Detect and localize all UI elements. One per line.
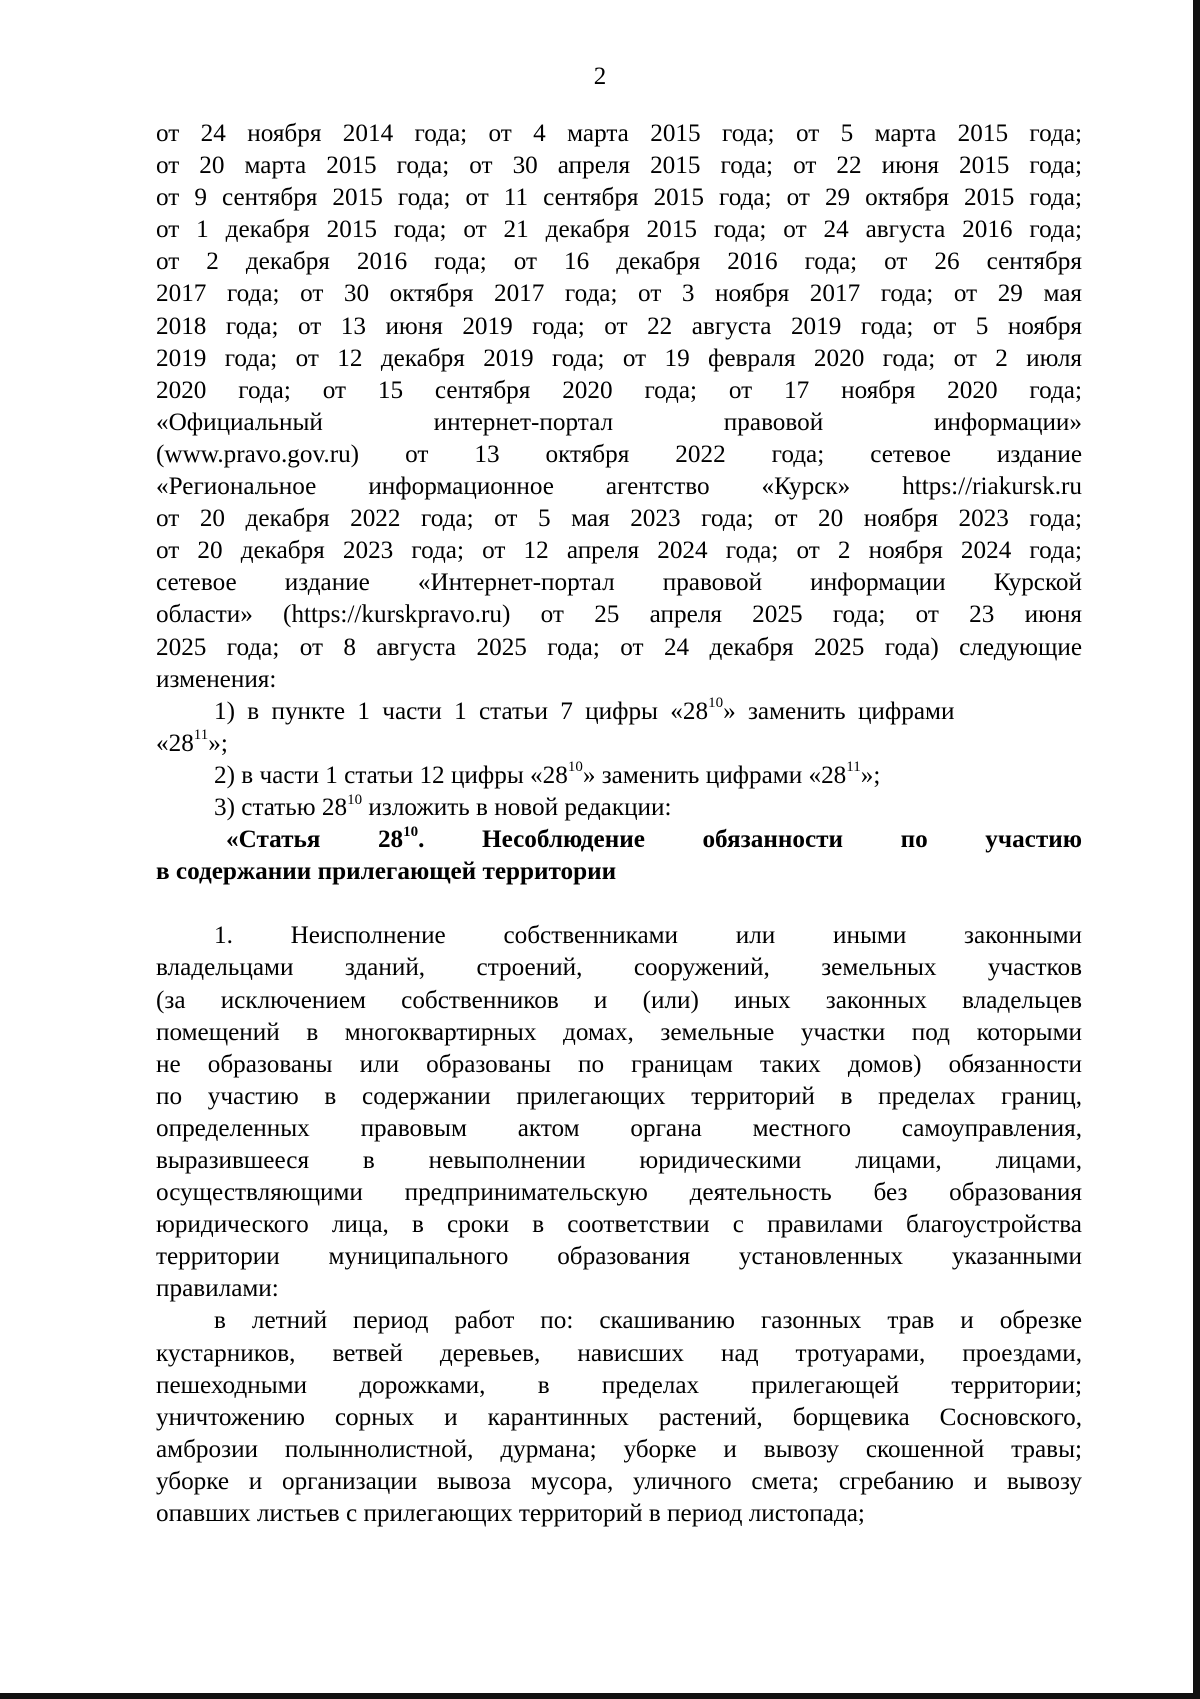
text-line: от 20 марта 2015 года; от 30 апреля 2015 года; от 22 июня 2015 года; [156,152,1082,180]
text-line: правилами: [156,1275,279,1303]
article-heading-text: «Статья 28 [226,826,404,854]
list-item-2 [156,760,1082,792]
text-line: от 9 сентября 2015 года; от 11 сентября 2015 года; от 29 октября 2015 года; [156,184,1082,212]
text-line: 2018 года; от 13 июня 2019 года; от 22 августа 2019 года; от 5 ноября [156,312,1082,340]
scan-edge-right [1193,0,1200,1699]
list-item-1-continuation [156,728,1082,760]
superscript: 10 [567,759,583,776]
text-line: помещений в многоквартирных домах, земельные участки под которыми [156,1018,1082,1046]
text-line: опавших листьев с прилегающих территорий в период листопада; [156,1500,865,1528]
text-line: юридического лица, в сроки в соответствии с правилами благоустройства [156,1211,1082,1239]
text-line: определенных правовым актом органа местного самоуправления, [156,1114,1082,1142]
text-line: в летний период работ по: скашиванию газонных трав и обрезке [214,1307,1082,1335]
text-line: выразившееся в невыполнении юридическими лицами, лицами, [156,1147,1082,1174]
text-line: изменения: [156,665,277,693]
article-heading-line-2: в содержании прилегающей территории [156,858,617,886]
text-line: амброзии полыннолистной, дурмана; уборке и вывозу скошенной травы; [156,1435,1082,1463]
list-item-3 [156,792,1082,824]
continuation-text-end: »; [208,729,228,757]
continuation-text: «28 [156,729,194,757]
text-line: (www.pravo.gov.ru) от 13 октября 2022 года; сетевое издание [156,440,1082,468]
text-line: осуществляющими предпринимательскую деятельность без образования [156,1179,1082,1207]
list-item-3-text: 3) статью 28 [214,793,348,821]
text-line: от 20 декабря 2022 года; от 5 мая 2023 года; от 20 ноября 2023 года; [156,505,1082,533]
superscript: 10 [708,695,724,712]
blank-line [156,888,1082,920]
superscript: 10 [347,791,363,808]
text-line: (за исключением собственников и (или) иных законных владельцев [156,986,1082,1014]
list-item-2-text-end: »; [860,761,881,789]
text-line: от 2 декабря 2016 года; от 16 декабря 2016 года; от 26 сентября [156,248,1082,276]
list-item-1-text-end: » заменить цифрами [723,697,955,725]
text-line: 2019 года; от 12 декабря 2019 года; от 19 февраля 2020 года; от 2 июля [156,344,1082,372]
text-line: 1. Неисполнение собственниками или иными законными [214,922,1082,950]
text-line: 2017 года; от 30 октября 2017 года; от 3 ноября 2017 года; от 29 мая [156,280,1082,308]
list-item-2-text: 2) в части 1 статьи 12 цифры «28 [214,761,568,789]
text-line: от 1 декабря 2015 года; от 21 декабря 2015 года; от 24 августа 2016 года; [156,216,1082,244]
list-item-1 [156,696,1082,728]
text-line: 2020 года; от 15 сентября 2020 года; от 17 ноября 2020 года; [156,376,1082,404]
text-line: уборке и организации вывоза мусора, уличного смета; сгребанию и вывозу [156,1467,1082,1495]
text-line: 2025 года; от 8 августа 2025 года; от 24 декабря 2025 года) следующие [156,633,1082,661]
scan-edge-bottom [0,1693,1200,1699]
amendments-paragraph [156,118,1082,1530]
text-line: пешеходными дорожками, в пределах прилегающей территории; [156,1371,1082,1399]
text-line: «Региональное информационное агентство «Курск» https://riakursk.ru [156,473,1082,501]
superscript: 11 [193,727,209,744]
superscript: 10 [403,823,419,840]
article-heading-text-end: . Несоблюдение обязанности по участию [418,826,1082,854]
text-line: от 20 декабря 2023 года; от 12 апреля 2024 года; от 2 ноября 2024 года; [156,537,1082,565]
list-item-2-text-mid: » заменить цифрами «28 [582,761,847,789]
text-line: сетевое издание «Интернет-портал правовой информации Курской [156,569,1082,597]
list-item-3-text-end: изложить в новой редакции: [362,793,672,821]
article-heading [156,824,1082,856]
list-item-1-text: 1) в пункте 1 части 1 статьи 7 цифры «28 [214,697,709,725]
text-line: территории муниципального образования установленных указанными [156,1243,1082,1271]
text-line: «Официальный интернет-портал правовой информации» [156,408,1082,436]
text-line: уничтожению сорных и карантинных растений, борщевика Сосновского, [156,1403,1082,1431]
text-line: владельцами зданий, строений, сооружений, земельных участков [156,954,1082,982]
text-line: кустарников, ветвей деревьев, нависших над тротуарами, проездами, [156,1339,1082,1367]
text-line: от 24 ноября 2014 года; от 4 марта 2015 года; от 5 марта 2015 года; [156,120,1082,147]
superscript: 11 [846,759,861,776]
text-line: по участию в содержании прилегающих территорий в пределах границ, [156,1082,1082,1110]
page-number: 2 [593,63,607,90]
text-line: области» (https://kurskpravo.ru) от 25 апреля 2025 года; от 23 июня [156,601,1082,629]
text-line: не образованы или образованы по границам таких домов) обязанности [156,1050,1082,1078]
